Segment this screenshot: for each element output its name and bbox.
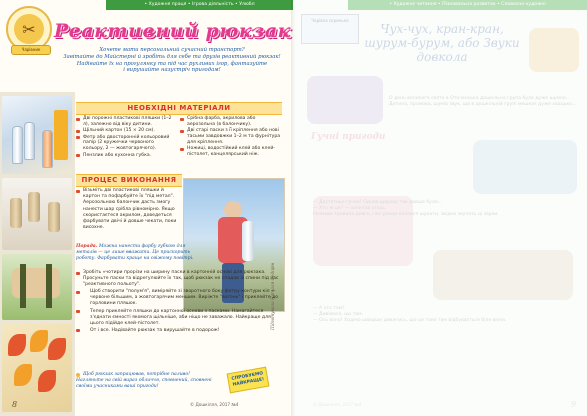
story-line: — Ось воно! Ходімо швидше дивитись, що це таке там відбувається біля вікна. bbox=[313, 318, 507, 324]
story-heading: Гучні пригоди bbox=[311, 132, 386, 142]
step-item: Тепер приклейте пляшки до картонної основи з пасками. Намагайтеся з'єднати ємності якомога щільніше, аби ніщо не заважало. Найкраще для цього підійде клей-пістолет. bbox=[76, 309, 280, 327]
material-item: Ножиці, водостійкий клей або клей-пістолет, канцелярський ніж. bbox=[180, 146, 282, 158]
outro-line: Щоб рюкзак запрацював, потрібне паливо! bbox=[76, 372, 226, 378]
page-footer: © Дошкілля, 2017 №4 bbox=[313, 402, 362, 407]
material-item: Щільний картон (15 × 20 см). bbox=[76, 128, 176, 134]
story-line: — Дивімося, що там. bbox=[313, 312, 364, 318]
story-line: — Достатньо гучно! Однак щоразу так довше було... bbox=[313, 200, 443, 205]
bottle-icon bbox=[10, 198, 22, 228]
flames-photo bbox=[2, 324, 72, 412]
material-item: Фетр або двосторонній кольоровий папір (2 кружечки червоного кольору, 2 — жовтогарячого). bbox=[76, 135, 176, 153]
strap-icon bbox=[20, 264, 26, 308]
material-item: Дві старі паски з її кріплення або нові тасьми завдовжки 1–2 м та фурнітура для кріплення. bbox=[180, 128, 282, 146]
step-text: Візьміть дві пластикові пляшки й картон та пофарбуйте їх "під метал". Аерозольною балончик дасть змогу нанести шар срібла рівномірно. Якщо скористаєтеся акрилом, доведеться фарбувати двічі й довше чекати, поки висохне. bbox=[76, 188, 182, 231]
left-page bbox=[0, 0, 293, 416]
intro-line: Завітайте до Майстерні й зробіть для себе та друзів реактивний рюкзак! bbox=[63, 53, 281, 60]
story-text bbox=[313, 200, 575, 218]
column-badge: Чарівна скринька bbox=[301, 14, 359, 44]
flame-icon bbox=[14, 364, 32, 386]
outro-line: Нагляньте на свій вираз обличчя, сповнений, сповнені своїми учасниками ваші пригоди! bbox=[76, 378, 212, 389]
cartoon-illustration bbox=[307, 76, 383, 124]
process-heading: ПРОЦЕС ВИКОНАННЯ bbox=[76, 174, 182, 187]
cartoon-illustration bbox=[473, 140, 577, 194]
story-line: — А хто там? bbox=[313, 306, 345, 311]
steps-list bbox=[76, 270, 280, 335]
stamp-badge: СПРОБУЄМО НАЙКРАЩЕ! bbox=[227, 367, 270, 394]
story-line: Розмова тривала довго, і всі разом взялися шукати, звідки звучать ці звуки. bbox=[313, 212, 499, 218]
story-text bbox=[389, 96, 577, 108]
materials-list bbox=[76, 116, 282, 170]
materials-col-1 bbox=[76, 116, 176, 159]
advice-text: Можна нанести фарбу губкою для металів — це лише вважати. Це прискорить роботу. Фарбувати краще на свіжому повітрі. bbox=[76, 244, 194, 261]
flame-icon bbox=[48, 338, 66, 360]
intro-text bbox=[58, 47, 286, 74]
story-line: — Хто ж це? — запитав хтось. bbox=[313, 206, 387, 212]
step-item: Зробіть «чотири прорізи на ширину паски в картонній основі для рюкзака. Просуньте паски та відрегулюйте їх так, щоб рюкзак не спадав зі спини під час "реактивного польоту". bbox=[76, 270, 280, 288]
page-footer: © Дошкілля, 2017 №4 bbox=[190, 402, 239, 407]
intro-line: і вирушайте назустріч пригодам! bbox=[123, 67, 221, 74]
article-title: Чух-чух, кран-кран, шурум-бурум, або Звуки довкола bbox=[364, 22, 520, 64]
jetpack-icon bbox=[242, 221, 254, 261]
page-number: 9 bbox=[571, 400, 577, 409]
intro-line: Надівайте їх на прогулянку та під час рухливих ігор, фантазуйте bbox=[76, 60, 268, 67]
flame-icon bbox=[38, 370, 56, 392]
materials-col-2 bbox=[180, 116, 282, 159]
card-icon bbox=[54, 110, 68, 160]
step-1 bbox=[76, 188, 182, 231]
material-item: Дві порожні пластикові пляшки (1–2 л), залежно від віку дитини. bbox=[76, 116, 176, 128]
bottle-icon bbox=[48, 202, 60, 232]
flame-icon bbox=[8, 334, 26, 356]
workshop-icon: ✂ bbox=[14, 14, 44, 44]
material-item: Пензлик або кухонна губка. bbox=[76, 153, 176, 159]
page-spine bbox=[291, 0, 295, 416]
intro-line: Хочете мати персональний сучасний транспорт? bbox=[99, 47, 245, 53]
material-item: Срібна фарба, акрилова або аерозольна (в балончику). bbox=[180, 116, 282, 128]
materials-heading: НЕОБХІДНІ МАТЕРІАЛИ bbox=[76, 102, 282, 115]
author-credit: Підготувала Наталя Федорів bbox=[270, 262, 275, 330]
story-line: О день великого свята в Оточанська дошкільна група було дуже шумно... bbox=[389, 96, 571, 101]
section-bar: • Художня праця • Ігрова діяльність • Улюбл bbox=[106, 0, 293, 10]
bottle-icon bbox=[28, 192, 40, 222]
right-page bbox=[293, 0, 587, 416]
materials-photo bbox=[2, 96, 72, 174]
step-item: От і все. Надівайте рюкзак та вирушайте в подорож! bbox=[76, 328, 280, 334]
page-number: 8 bbox=[12, 400, 18, 409]
page-title: Реактивний рюкзак bbox=[54, 20, 292, 42]
painted-bottles-photo bbox=[2, 178, 72, 250]
bottle-icon bbox=[12, 126, 23, 164]
cartoon-illustration bbox=[529, 28, 579, 72]
section-bar: • Художнє читання • Пізнавальна розвиток • Словесно-художні bbox=[348, 0, 587, 10]
story-text bbox=[313, 306, 575, 324]
outro-block bbox=[76, 372, 226, 390]
advice-label: Порада. bbox=[76, 244, 98, 249]
bottle-icon bbox=[42, 130, 53, 168]
bottle-icon bbox=[24, 122, 35, 160]
strap-icon bbox=[46, 264, 52, 308]
flame-icon bbox=[30, 330, 48, 352]
advice-block bbox=[76, 244, 198, 262]
story-line: Дитина, промова, шумів звук, що в дошкільній групі мешкає дуже хвацько... bbox=[389, 102, 577, 108]
straps-photo bbox=[2, 254, 72, 320]
cartoon-illustration bbox=[433, 250, 573, 300]
logo-label: Чарівник bbox=[11, 45, 51, 55]
step-item: Щоб створити "полум'я", виміряйте зі зворотного боку фетру контури кіл — червоне більшим, а жовтогарячим меншим. Виріжте "вогонь" і приклейте до горловини пляшок. bbox=[76, 289, 280, 307]
